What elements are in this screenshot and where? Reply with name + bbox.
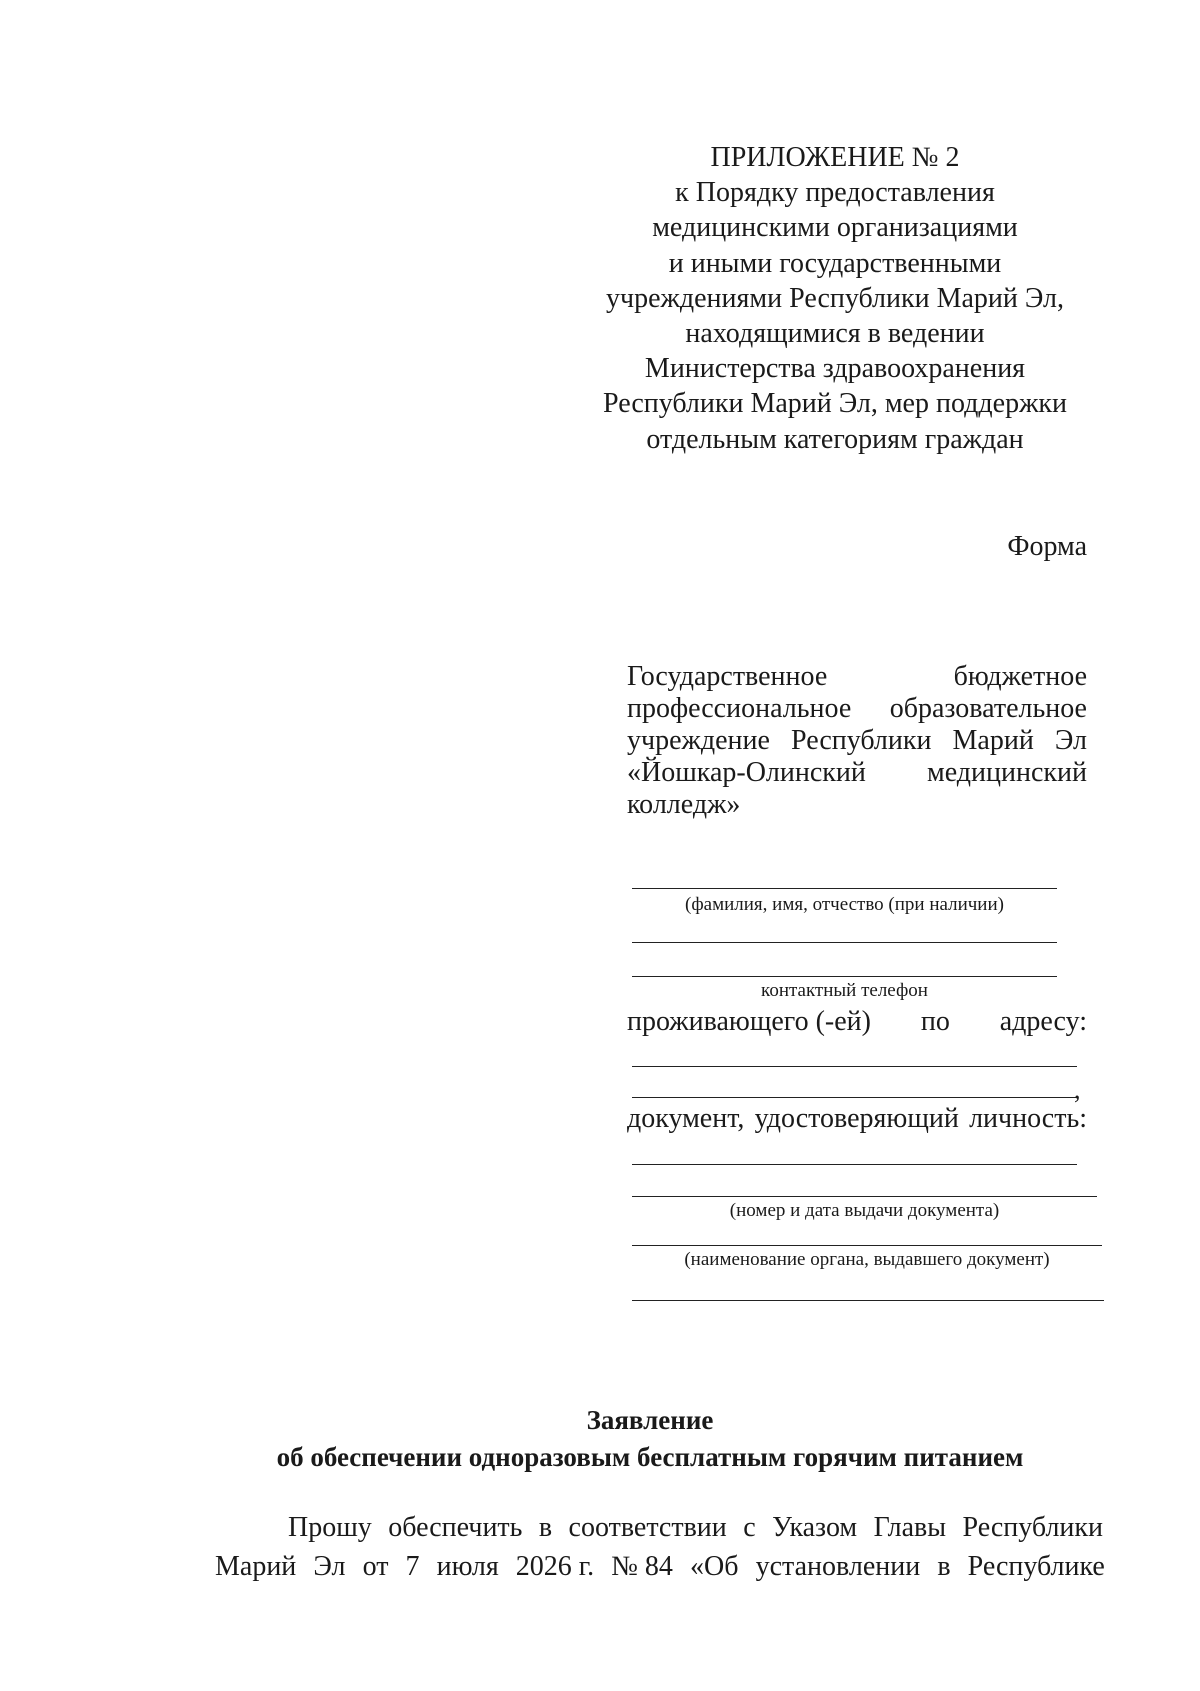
full-name-caption: (фамилия, имя, отчество (при наличии) (685, 894, 1004, 915)
document-field-line-1[interactable] (632, 1164, 1077, 1165)
phone-caption: контактный телефон (761, 980, 928, 1001)
document-number-field-line[interactable] (632, 1196, 1097, 1197)
institution-word: учреждение (627, 725, 770, 756)
body-word: 2026 г. (515, 1551, 595, 1582)
address-field-line-2[interactable] (632, 1097, 1077, 1098)
body-word: № 84 (611, 1551, 673, 1582)
appendix-line: к Порядку предоставления (675, 177, 995, 209)
institution-line (627, 757, 1087, 789)
address-comma: , (1074, 1075, 1081, 1104)
body-word: Указом (772, 1512, 858, 1543)
document-issuer-field-line[interactable] (632, 1245, 1102, 1246)
body-word: с (743, 1512, 756, 1543)
body-line-1 (288, 1510, 1103, 1546)
statement-title: Заявление (586, 1405, 714, 1435)
body-word: соответствии (568, 1512, 727, 1543)
institution-line (627, 693, 1087, 725)
document-issuer-caption: (наименование органа, выдавшего документ) (684, 1249, 1050, 1270)
body-word: Республике (967, 1551, 1105, 1582)
extra-field-line[interactable] (632, 1300, 1104, 1301)
institution-word: Республики (791, 725, 932, 756)
institution-addressee (627, 661, 1087, 821)
address-label-row (627, 1006, 1087, 1038)
body-word: от (362, 1551, 389, 1582)
document-label-word: удостоверяющий (754, 1103, 959, 1134)
body-word: установлении (755, 1551, 921, 1582)
appendix-title: ПРИЛОЖЕНИЕ № 2 (710, 142, 960, 173)
address-label-word: адресу: (999, 1006, 1087, 1037)
institution-line (627, 661, 1087, 693)
body-word: июля (436, 1551, 499, 1582)
body-word: «Об (690, 1551, 739, 1582)
body-word: Главы (873, 1512, 947, 1543)
institution-word: медицинский (927, 757, 1087, 788)
body-word: в (538, 1512, 553, 1543)
address-label-word: по (920, 1006, 950, 1037)
institution-word: бюджетное (953, 661, 1087, 692)
address-field-line-1[interactable] (632, 1066, 1077, 1067)
phone-field-line-2[interactable] (632, 976, 1057, 977)
statement-subtitle: об обеспечении одноразовым бесплатным горячим питанием (276, 1442, 1024, 1472)
body-word: в (937, 1551, 951, 1582)
body-word: Прошу (288, 1512, 372, 1543)
document-label-word: документ, (627, 1103, 745, 1134)
body-word: Марий (215, 1551, 297, 1582)
appendix-header (595, 140, 1075, 457)
institution-word: «Йошкар-Олинский (627, 757, 866, 788)
phone-field-line-1[interactable] (632, 942, 1057, 943)
institution-line (627, 725, 1087, 757)
document-label-word: личность: (969, 1103, 1087, 1134)
institution-word: образовательное (889, 693, 1087, 724)
institution-word: Государственное (627, 661, 828, 692)
appendix-line: отдельным категориям граждан (646, 423, 1024, 455)
institution-word: Эл (1054, 725, 1087, 756)
form-label: Форма (1007, 531, 1087, 562)
body-line-2 (215, 1549, 1105, 1585)
document-number-caption: (номер и дата выдачи документа) (729, 1200, 1000, 1221)
body-word: Республики (962, 1512, 1103, 1543)
address-label-word: проживающего (-ей) (627, 1006, 871, 1037)
institution-word: профессиональное (627, 693, 852, 724)
document-label-row (627, 1103, 1087, 1135)
institution-word: Марий (952, 725, 1034, 756)
body-word: Эл (313, 1551, 346, 1582)
body-word: 7 (405, 1551, 420, 1582)
appendix-line: медицинскими организациями (652, 212, 1018, 244)
appendix-line: учреждениями Республики Марий Эл, (606, 282, 1064, 314)
appendix-line: Министерства здравоохранения (644, 353, 1026, 385)
appendix-line: и иными государственными (668, 247, 1002, 279)
appendix-line: находящимися в ведении (685, 318, 985, 350)
institution-line: колледж» (627, 789, 741, 820)
body-word: обеспечить (388, 1512, 523, 1543)
appendix-line: Республики Марий Эл, мер поддержки (602, 388, 1068, 420)
full-name-field-line[interactable] (632, 888, 1057, 889)
